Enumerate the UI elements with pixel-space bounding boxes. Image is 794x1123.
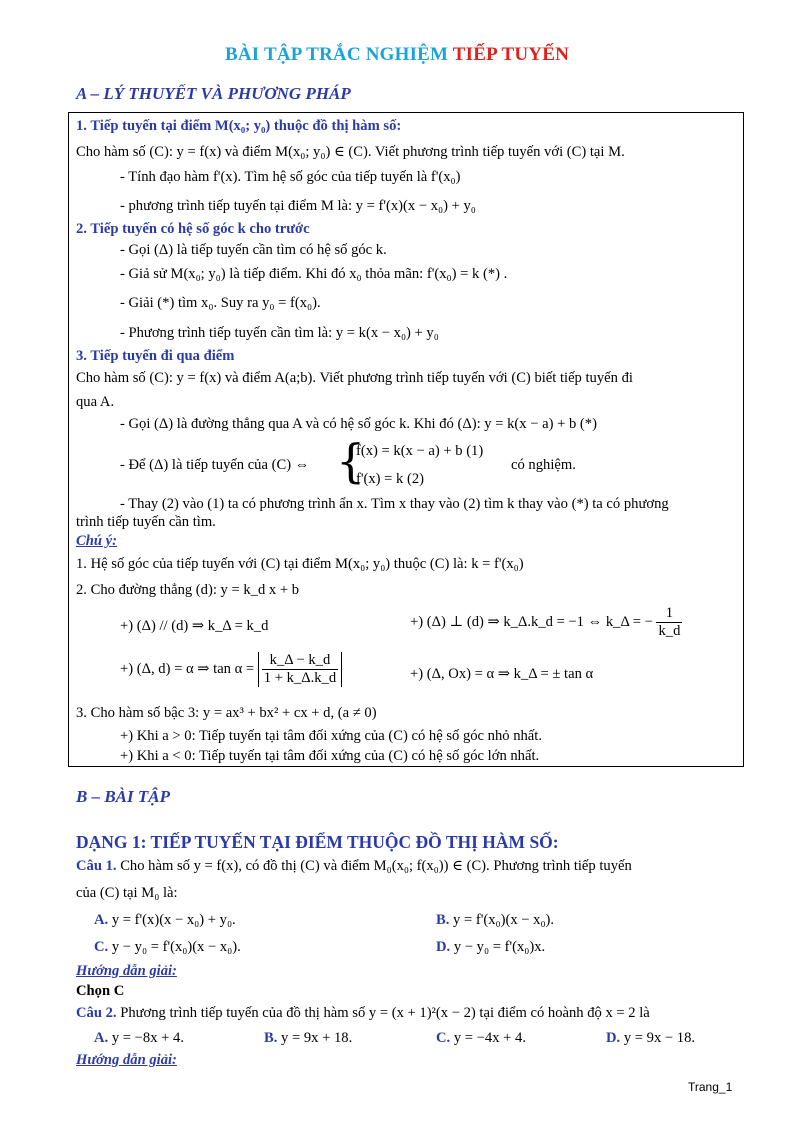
option-label: D. xyxy=(606,1030,621,1046)
option-text: y = −4x + 4. xyxy=(453,1030,526,1046)
option-label: B. xyxy=(264,1030,278,1046)
title-part-1: BÀI TẬP TRẮC NGHIỆM xyxy=(224,44,449,65)
system-eq-1: f(x) = k(x − a) + b (1) xyxy=(356,443,484,459)
note-3a: +) Khi a > 0: Tiếp tuyến tại tâm đối xứng của (C) có hệ số góc nhỏ nhất. xyxy=(120,728,542,744)
note-3: 3. Cho hàm số bậc 3: y = ax³ + bx² + cx + d, (a ≠ 0) xyxy=(76,705,377,721)
page-title xyxy=(0,44,794,66)
theory-line: Cho hàm số (C): y = f(x) và điểm A(a;b). Viết phương trình tiếp tuyến với (C) biết tiếp tuyến đi xyxy=(76,370,633,386)
title-part-2: TIẾP TUYẾN xyxy=(452,44,570,65)
theory-line: trình tiếp tuyến cần tìm. xyxy=(76,514,216,530)
theory-line: - Thay (2) vào (1) ta có phương trình ẩn x. Tìm x thay vào (2) tìm k thay vào (*) ta có phương xyxy=(120,496,669,512)
option-b xyxy=(264,1030,352,1047)
rule-ox-angle: +) (Δ, Ox) = α ⇒ k_Δ = ± tan α xyxy=(410,666,594,682)
theory-line: - Tính đạo hàm f'(x). Tìm hệ số góc của tiếp tuyến là f'(x₀) xyxy=(120,169,461,185)
option-text: y = −8x + 4. xyxy=(111,1030,184,1046)
option-text: y = f'(x)(x − x₀) + y₀. xyxy=(111,912,236,928)
option-text: y = 9x + 18. xyxy=(281,1030,353,1046)
fraction xyxy=(656,605,682,640)
option-label: A. xyxy=(94,1030,109,1046)
theory-line: - Giải (*) tìm x₀. Suy ra y₀ = f(x₀). xyxy=(120,295,321,311)
dang-1-heading: DẠNG 1: TIẾP TUYẾN TẠI ĐIỂM THUỘC ĐỒ THỊ HÀM SỐ: xyxy=(76,832,559,852)
answer-choice: Chọn C xyxy=(76,983,125,999)
section-a-heading: A – LÝ THUYẾT VÀ PHƯƠNG PHÁP xyxy=(76,84,351,103)
option-text: y = f'(x₀)(x − x₀). xyxy=(453,912,555,928)
question-label: Câu 1. xyxy=(76,858,117,874)
option-text: y − y₀ = f'(x₀)x. xyxy=(453,939,546,955)
note-1: 1. Hệ số góc của tiếp tuyến với (C) tại điểm M(x₀; y₀) thuộc (C) là: k = f'(x₀) xyxy=(76,556,524,572)
option-a xyxy=(94,1030,184,1047)
rule-angle-text: +) (Δ, d) = α ⇒ tan α = xyxy=(120,660,255,677)
theory-line: - Phương trình tiếp tuyến cần tìm là: y = k(x − x₀) + y₀ xyxy=(120,325,439,341)
note-2: 2. Cho đường thẳng (d): y = k_d x + b xyxy=(76,582,300,598)
option-label: C. xyxy=(94,939,109,955)
option-b xyxy=(436,912,554,929)
fraction-numerator: k_Δ − k_d xyxy=(262,652,338,670)
fraction xyxy=(262,652,338,687)
option-label: A. xyxy=(94,912,109,928)
rule-parallel: +) (Δ) // (d) ⇒ k_Δ = k_d xyxy=(120,618,269,634)
question-text-cont: của (C) tại M₀ là: xyxy=(76,885,178,901)
theory-line: - Để (Δ) là tiếp tuyến của (C) ⇔ xyxy=(120,457,310,473)
system-brace: { xyxy=(336,434,366,488)
fraction-denominator: k_d xyxy=(658,623,681,639)
note-heading: Chú ý: xyxy=(76,533,117,549)
option-label: B. xyxy=(436,912,450,928)
theory-line: qua A. xyxy=(76,394,115,410)
option-text: y − y₀ = f'(x₀)(x − x₀). xyxy=(111,939,241,955)
theory-line: có nghiệm. xyxy=(511,457,576,473)
question-text: Phương trình tiếp tuyến của đồ thị hàm số y = (x + 1)²(x − 2) tại điểm có hoành độ x = 2 là xyxy=(120,1005,650,1021)
theory-heading-1: 1. Tiếp tuyến tại điểm M(x₀; y₀) thuộc đồ thị hàm số: xyxy=(76,118,402,134)
option-text: y = 9x − 18. xyxy=(623,1030,696,1046)
option-c xyxy=(94,939,241,956)
system-eq-2: f'(x) = k (2) xyxy=(356,471,424,487)
theory-line: - Gọi (Δ) là đường thẳng qua A và có hệ số góc k. Khi đó (Δ): y = k(x − a) + b (*) xyxy=(120,416,597,432)
theory-line: - phương trình tiếp tuyến tại điểm M là: y = f'(x)(x − x₀) + y₀ xyxy=(120,198,476,214)
theory-line: - Giả sử M(x₀; y₀) là tiếp điểm. Khi đó x₀ thỏa mãn: f'(x₀) = k (*) . xyxy=(120,266,508,282)
option-d xyxy=(436,939,545,956)
question-label: Câu 2. xyxy=(76,1005,117,1021)
question-1 xyxy=(76,857,632,875)
fraction-denominator: 1 + k_Δ.k_d xyxy=(263,670,337,686)
option-a xyxy=(94,912,236,929)
question-text: Cho hàm số y = f(x), có đồ thị (C) và điểm M₀(x₀; f(x₀)) ∈ (C). Phương trình tiếp tuyến xyxy=(120,858,632,874)
page-number: Trang_1 xyxy=(688,1080,733,1094)
rule-perpendicular-text: +) (Δ) ⊥ (d) ⇒ k_Δ.k_d = −1 ⇔ k_Δ = − xyxy=(410,613,653,630)
rule-perpendicular xyxy=(410,605,682,640)
guide-heading: Hướng dẫn giải: xyxy=(76,1052,177,1068)
option-label: C. xyxy=(436,1030,451,1046)
section-b-heading: B – BÀI TẬP xyxy=(76,787,170,806)
fraction-numerator: 1 xyxy=(656,605,682,623)
theory-heading-2: 2. Tiếp tuyến có hệ số góc k cho trước xyxy=(76,221,310,237)
option-label: D. xyxy=(436,939,451,955)
question-2 xyxy=(76,1005,650,1022)
theory-line: - Gọi (Δ) là tiếp tuyến cần tìm có hệ số góc k. xyxy=(120,242,387,258)
guide-heading: Hướng dẫn giải: xyxy=(76,963,177,979)
rule-angle xyxy=(120,652,342,687)
option-c xyxy=(436,1030,526,1047)
note-3b: +) Khi a < 0: Tiếp tuyến tại tâm đối xứng của (C) có hệ số góc lớn nhất. xyxy=(120,748,540,764)
theory-heading-3: 3. Tiếp tuyến đi qua điểm xyxy=(76,348,235,364)
absolute-value xyxy=(258,652,342,687)
theory-line: Cho hàm số (C): y = f(x) và điểm M(x₀; y₀) ∈ (C). Viết phương trình tiếp tuyến với (C) tại M. xyxy=(76,144,625,160)
option-d xyxy=(606,1030,695,1047)
